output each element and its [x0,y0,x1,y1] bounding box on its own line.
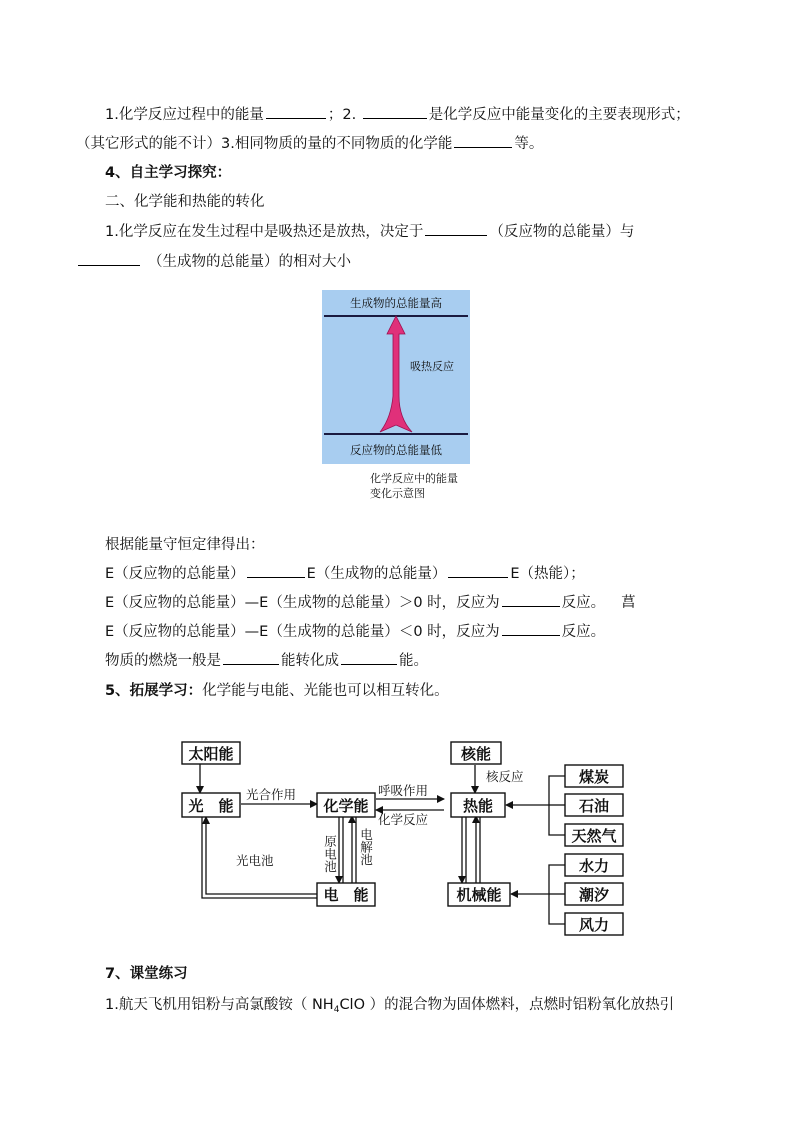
text-line [105,221,634,243]
photocell-label: 光电池 [236,853,274,868]
natural-gas-label: 天然气 [571,827,617,845]
text: E（反应物的总能量）—E（生成物的总能量）＞0 时，反应为 [105,595,500,611]
answer-blank[interactable] [425,221,487,236]
sun-energy-label: 太阳能 [188,745,234,763]
energy-conversion-diagram [160,735,640,940]
section-heading: 4、自主学习探究： [105,165,232,181]
text-line [105,621,605,643]
text: （生成物的总能量）的相对大小 [148,254,351,270]
wind-power-label: 风力 [578,916,610,934]
photosynthesis-label: 光合作用 [246,787,297,802]
text: 物质的燃烧一般是 [105,653,221,669]
text-line [76,251,351,273]
text: 1.化学反应过程中的能量 [105,107,264,123]
text: ClO ）的混合物为固体燃料，点燃时铝粉氧化放热引 [339,997,675,1013]
text: E（生成物的总能量） [306,566,447,582]
coal-label: 煤炭 [578,768,610,786]
text: （其它形式的能不计）3.相同物质的量的不同物质的化学能 [76,136,453,152]
energy-change-figure [310,286,480,506]
answer-blank[interactable] [78,251,140,266]
electrolysis-label: 电解池 [358,828,374,866]
text: 能转化成 [281,653,339,669]
answer-blank[interactable] [266,104,326,119]
tidal-power-label: 潮汐 [578,886,610,904]
text-line [105,104,690,126]
text: 能。 [399,653,428,669]
text: 等。 [514,136,544,152]
text-line [105,563,585,585]
text: （反应物的总能量）与 [489,224,635,240]
answer-blank[interactable] [454,133,512,148]
text-line [105,680,449,702]
text: 反应。 [561,624,606,640]
answer-blank[interactable] [502,621,560,636]
text-line: 根据能量守恒定律得出： [105,537,265,553]
nuclear-reaction-label: 核反应 [486,769,524,784]
figure-caption: 变化示意图 [370,487,425,500]
text: 化学能与电能、光能也可以相互转化。 [202,683,449,699]
nuclear-energy-label: 核能 [460,745,492,763]
subscript: 4 [333,1005,340,1015]
chemical-reaction-label: 化学反应 [378,812,429,827]
heat-energy-label: 热能 [462,797,494,815]
text-line [105,650,428,672]
text: E（反应物的总能量） [105,566,245,582]
figure-caption: 化学反应中的能量 [370,472,458,485]
answer-blank[interactable] [363,104,427,119]
water-power-label: 水力 [578,857,610,875]
text: E（热能）； [510,566,585,582]
primary-cell-label: 原电池 [322,835,338,873]
bottom-energy-label: 反应物的总能量低 [350,443,442,457]
text: ；2. [327,107,361,123]
text: 反应。 [561,595,606,611]
text: 1.航天飞机用铝粉与高氯酸铵（ NH [105,997,334,1013]
text: 是化学反应中能量变化的主要表现形式； [428,107,690,123]
answer-blank[interactable] [341,650,397,665]
electric-energy-label: 电 能 [323,886,369,904]
answer-blank[interactable] [448,563,508,578]
reaction-type-label: 吸热反应 [410,360,454,373]
respiration-label: 呼吸作用 [378,783,429,798]
text-line [105,592,636,614]
section-heading: 5、拓展学习： [105,683,203,699]
answer-blank[interactable] [223,650,279,665]
text-line [105,994,674,1021]
chemical-energy-label: 化学能 [323,797,369,815]
top-energy-label: 生成物的总能量高 [350,296,442,310]
answer-blank[interactable] [247,563,305,578]
oil-label: 石油 [578,797,610,815]
answer-blank[interactable] [502,592,560,607]
text: 菖 [621,595,636,611]
section-heading: 7、课堂练习 [105,966,188,982]
text: E（反应物的总能量）—E（生成物的总能量）＜0 时，反应为 [105,624,500,640]
light-energy-label: 光 能 [188,797,234,815]
section-title: 二、化学能和热能的转化 [105,194,265,210]
mechanical-energy-label: 机械能 [456,886,502,904]
text: 1.化学反应在发生过程中是吸热还是放热，决定于 [105,224,424,240]
text-line [76,133,543,155]
